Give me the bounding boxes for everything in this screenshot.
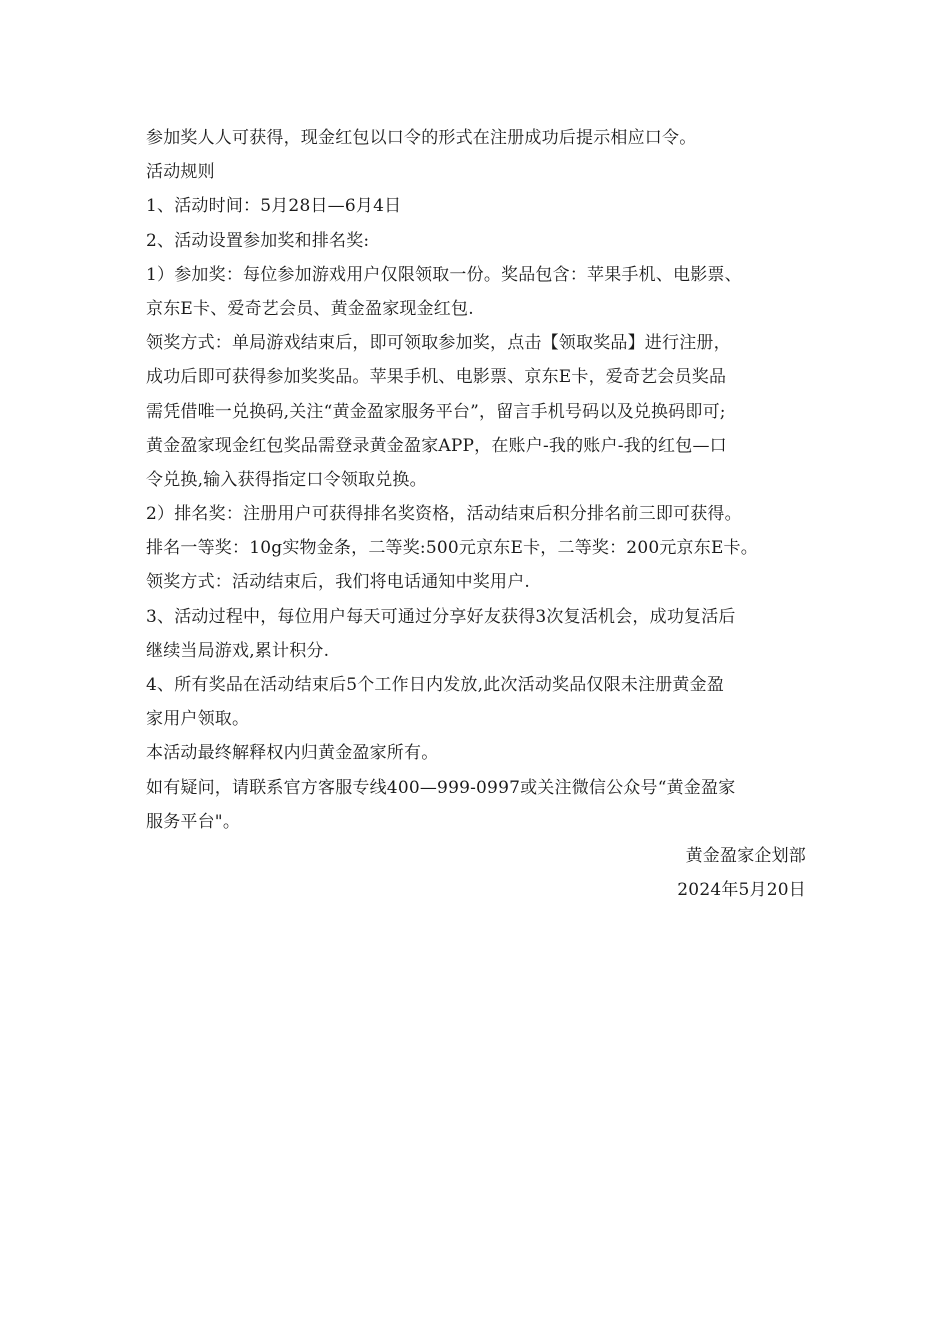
interpretation-line: 本活动最终解释权内归黄金盈家所有。 (146, 743, 439, 764)
participation-prize-line-1: 1）参加奖：每位参加游戏用户仅限领取一份。奖品包含：苹果手机、电影票、 (146, 264, 742, 285)
rule-4-line-2: 家用户领取。 (146, 709, 250, 730)
ranking-claim-line: 领奖方式：活动结束后，我们将电话通知中奖用户. (146, 572, 531, 593)
document-body (146, 121, 814, 907)
claim-method-line-4: 黄金盈家现金红包奖品需登录黄金盈家APP，在账户-我的账户-我的红包—口 (146, 435, 727, 456)
contact-line-2: 服务平台"。 (146, 811, 241, 832)
rule-2-title: 2、活动设置参加奖和排名奖: (146, 230, 370, 251)
rule-3-line-2: 继续当局游戏,累计积分. (146, 640, 330, 661)
claim-method-line-2: 成功后即可获得参加奖奖品。苹果手机、电影票、京东E卡，爱奇艺会员奖品 (146, 367, 727, 388)
rule-3-line-1: 3、活动过程中，每位用户每天可通过分享好友获得3次复活机会，成功复活后 (146, 606, 736, 627)
signature-department: 黄金盈家企划部 (685, 845, 806, 866)
claim-method-line-5: 令兑换,输入获得指定口令领取兑换。 (146, 469, 427, 490)
rule-1-time: 1、活动时间：5月28日—6月4日 (146, 196, 402, 217)
participation-prize-line-2: 京东E卡、爱奇艺会员、黄金盈家现金红包. (146, 298, 474, 319)
ranking-awards-line: 排名一等奖：10g实物金条，二等奖:500元京东E卡，二等奖：200元京东E卡。 (146, 538, 758, 559)
rule-4-line-1: 4、所有奖品在活动结束后5个工作日内发放,此次活动奖品仅限未注册黄金盈 (146, 675, 725, 695)
ranking-prize-line: 2）排名奖：注册用户可获得排名奖资格，活动结束后积分排名前三即可获得。 (146, 504, 742, 525)
claim-method-line-3: 需凭借唯一兑换码,关注“黄金盈家服务平台”，留言手机号码以及兑换码即可; (146, 401, 726, 422)
contact-line-1: 如有疑问，请联系官方客服专线400—999-0997或关注微信公众号“黄金盈家 (146, 777, 736, 798)
intro-line: 参加奖人人可获得，现金红包以口令的形式在注册成功后提示相应口令。 (146, 128, 697, 148)
claim-method-line-1: 领奖方式：单局游戏结束后，即可领取参加奖，点击【领取奖品】进行注册， (146, 333, 731, 354)
rules-heading: 活动规则 (146, 162, 215, 183)
signature-date: 2024年5月20日 (677, 880, 806, 901)
